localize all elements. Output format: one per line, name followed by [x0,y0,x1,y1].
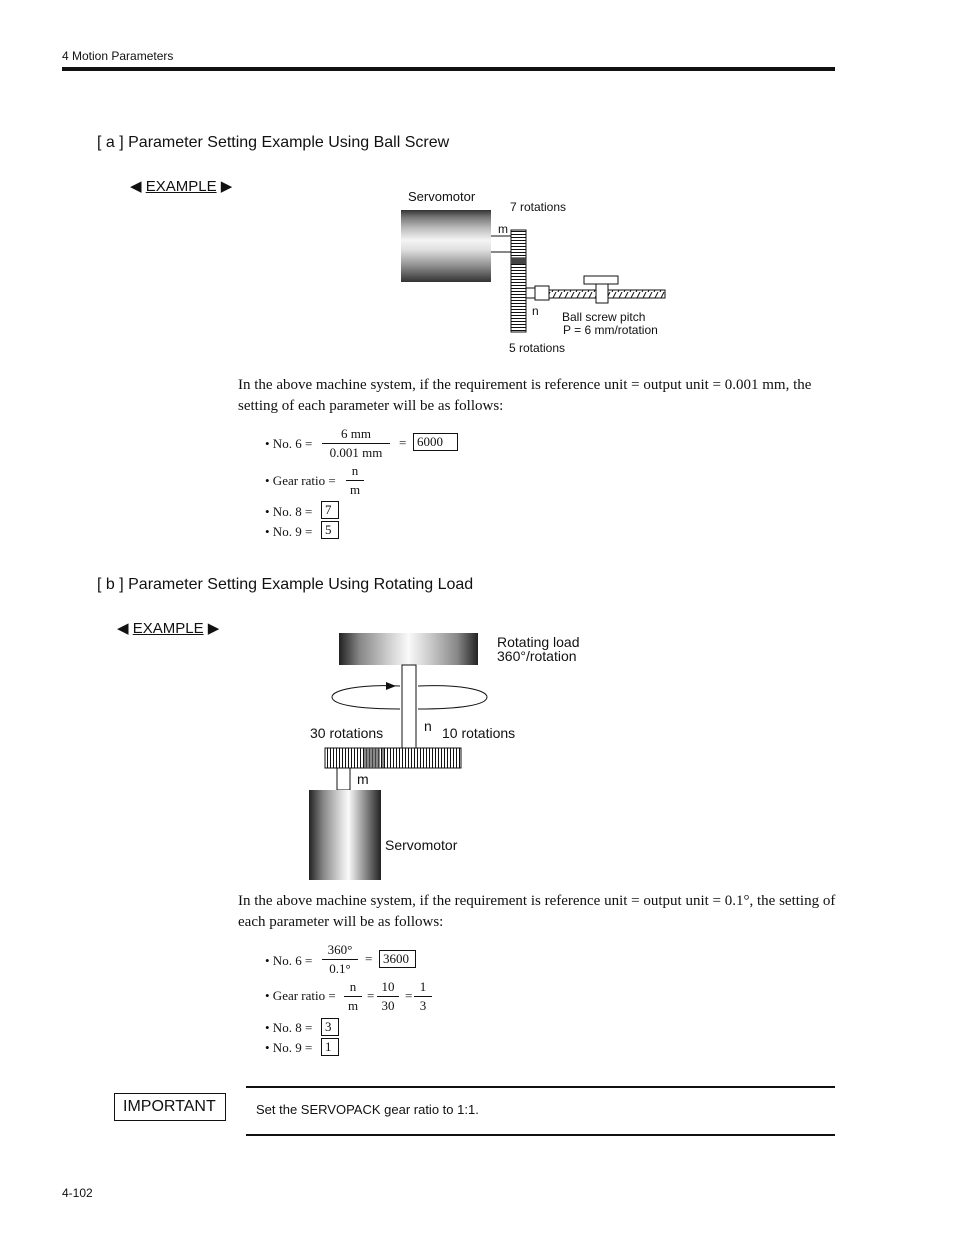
important-top-rule [246,1086,835,1088]
gear-denominator-30: 30 [381,998,395,1013]
paragraph-b-line2: each parameter will be as follows: [238,914,444,930]
bottom-rotations-label: 5 rotations [509,341,566,355]
equals-sign: = [405,988,413,1003]
header-rule [62,67,835,71]
load-gear [325,748,461,768]
gear-denominator-m: m [347,998,359,1013]
gear-numerator-1: 1 [414,979,432,997]
paragraph-b-line1: In the above machine system, if the requirement is reference unit = output unit = 0.1°, the setting of [238,893,836,909]
gear-numerator-10: 10 [377,979,399,997]
section-b-heading: [ b ] Parameter Setting Example Using Rotating Load [97,576,474,593]
ball-screw-label: Ball screw pitch [562,310,646,324]
no8-label-b: • No. 8 = [265,1020,313,1035]
no9-label-b: • No. 9 = [265,1040,313,1055]
no6-label-a: • No. 6 = [265,436,313,451]
servomotor-body [401,210,491,282]
no6-fraction-b [322,942,358,977]
gear-ratio-fraction-nm [344,979,362,1014]
load-gear [511,258,526,332]
servomotor-label-a: Servomotor [408,189,476,204]
paragraph-a [238,375,811,417]
n-label-a: n [532,304,539,318]
left-triangle-icon: ◀ [117,620,129,637]
example-tag-a [130,177,232,195]
important-text: Set the SERVOPACK gear ratio to 1:1. [256,1102,479,1117]
equals-sign: = [367,988,375,1003]
ball-nut [596,283,608,303]
no6-fraction-a [322,426,390,461]
right-rotations-label: 10 rotations [442,725,516,741]
example-label: EXAMPLE [132,620,204,637]
no8-value-b: 3 [321,1018,339,1036]
gear-ratio-label-b: • Gear ratio = [265,988,336,1003]
gear-ratio-fraction-1-3 [414,979,432,1014]
paragraph-b [238,891,835,933]
paragraph-a-line2: setting of each parameter will be as follows: [238,398,504,414]
running-header: 4 Motion Parameters [62,49,174,63]
example-tag-b [117,619,219,637]
no6-label-b: • No. 6 = [265,953,313,968]
no6-value-a: 6000 [413,433,458,451]
no9-value-a: 5 [321,521,339,539]
no8-value-a: 7 [321,501,339,519]
n-label-b: n [424,718,432,734]
important-label: IMPORTANT [114,1093,226,1121]
no9-label-a: • No. 9 = [265,524,313,539]
rotating-load-disk [339,633,478,665]
gear-ratio-label-a: • Gear ratio = [265,473,336,488]
example-label: EXAMPLE [145,178,217,195]
paragraph-a-line1: In the above machine system, if the requirement is reference unit = output unit = 0.001 mm, the [238,377,812,393]
gear-ratio-fraction-a [346,463,364,498]
top-rotations-label: 7 rotations [510,200,567,214]
load-rate-label: 360°/rotation [497,648,577,664]
no8-label-a: • No. 8 = [265,504,313,519]
equals-sign: = [399,435,407,450]
pitch-label: P = 6 mm/rotation [563,323,658,337]
m-label-b: m [357,771,369,787]
left-triangle-icon: ◀ [130,178,142,195]
no6-value-b: 3600 [379,950,416,968]
rotating-load-label: Rotating load [497,634,580,650]
page-number: 4-102 [62,1186,93,1200]
servomotor-body [309,790,381,880]
rotation-arrow-icon [386,682,396,690]
right-triangle-icon: ▶ [207,620,220,637]
no6-denominator-a: 0.001 mm [329,445,383,460]
important-bottom-rule [246,1134,835,1136]
gear-numerator-a: n [346,463,364,481]
no6-numerator-a: 6 mm [322,426,390,444]
equals-sign: = [365,951,373,966]
gear-denominator-3: 3 [419,998,427,1013]
servomotor-label-b: Servomotor [385,837,458,853]
table [584,276,618,284]
gear-denominator-a: m [349,482,361,497]
no6-denominator-b: 0.1° [329,961,351,976]
left-rotations-label: 30 rotations [310,725,384,741]
gear-numerator-n: n [344,979,362,997]
m-label-a: m [498,222,508,236]
no6-numerator-b: 360° [322,942,358,960]
section-a-heading: [ a ] Parameter Setting Example Using Ball Screw [97,134,450,151]
gear-ratio-fraction-10-30 [377,979,399,1014]
no9-value-b: 1 [321,1038,339,1056]
right-triangle-icon: ▶ [220,178,233,195]
